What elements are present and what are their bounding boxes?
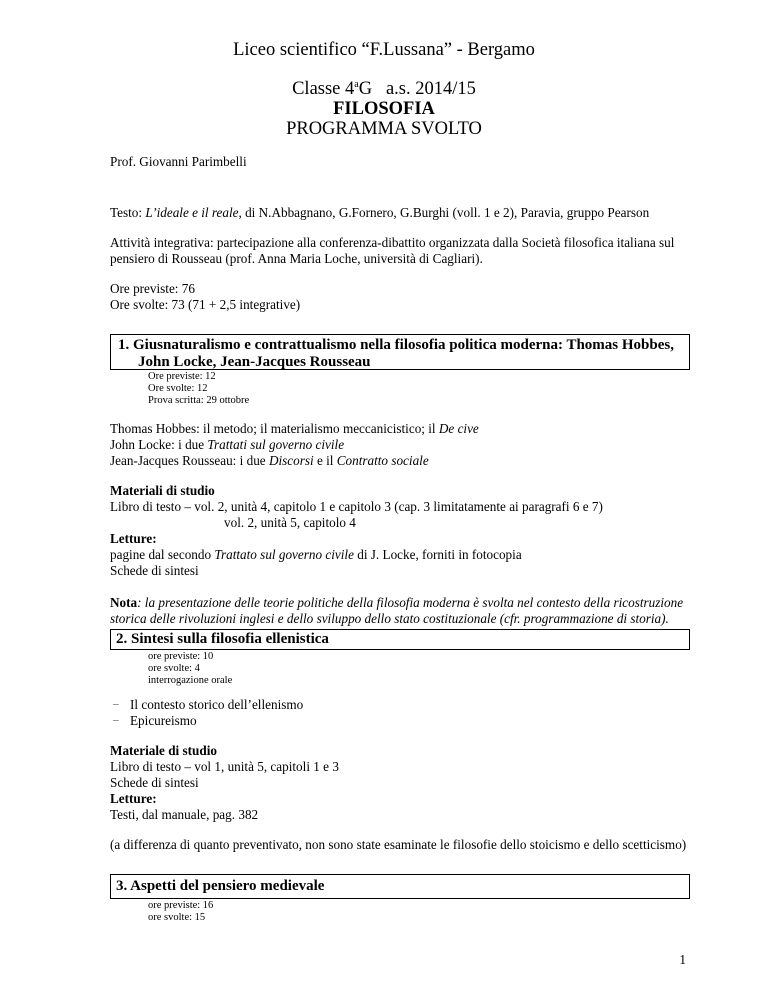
note-label: Nota — [110, 595, 138, 610]
school-title: Liceo scientifico “F.Lussana” - Bergamo — [233, 40, 535, 60]
readings-work: Trattato sul governo civile — [214, 547, 354, 562]
textbook-line — [110, 205, 649, 221]
section-1-meta-done: Ore svolte: 12 — [148, 383, 208, 394]
section-2-materials-heading: Materiale di studio — [110, 743, 217, 758]
rousseau-line — [110, 453, 429, 469]
hours-planned: Ore previste: 76 — [110, 281, 195, 296]
section-2-meta-planned: ore previste: 10 — [148, 651, 214, 662]
rousseau-work-2: Contratto sociale — [336, 453, 429, 468]
hobbes-line — [110, 421, 479, 437]
section-2-readings-line: Testi, dal manuale, pag. 382 — [110, 807, 259, 822]
readings-prefix: pagine dal secondo — [110, 547, 215, 562]
program-title: PROGRAMMA SVOLTO — [286, 119, 482, 139]
note-text-1: : la presentazione delle teorie politiche della filosofia moderna è svolta nel contesto della ricostruzione — [137, 595, 684, 610]
section-1-note-line-1 — [110, 595, 683, 611]
section-2-note: (a differenza di quanto preventivato, non sono state esaminate le filosofie dello stoicismo e dello scetticismo) — [110, 837, 687, 852]
textbook-label: Testo: — [110, 205, 146, 220]
bullet-text: Il contesto storico dell’ellenismo — [130, 697, 304, 712]
section-2-summaries: Schede di sintesi — [110, 775, 199, 790]
class-prefix: Classe 4 — [292, 79, 355, 100]
section-3-meta-planned: ore previste: 16 — [148, 900, 214, 911]
section-1-materials-heading: Materiali di studio — [110, 483, 215, 498]
section-1-readings-heading: Letture: — [110, 531, 157, 546]
locke-work: Trattati sul governo civile — [207, 437, 345, 452]
section-2-materials-line: Libro di testo – vol 1, unità 5, capitoli 1 e 3 — [110, 759, 339, 774]
section-1-meta-exam: Prova scritta: 29 ottobre — [148, 395, 250, 406]
section-3-meta-done: ore svolte: 15 — [148, 912, 206, 923]
section-1-title-line-2: John Locke, Jean-Jacques Rousseau — [138, 354, 371, 370]
section-1-meta — [148, 371, 249, 407]
subject-title: FILOSOFIA — [333, 99, 435, 119]
section-2-bullet-2 — [113, 713, 313, 729]
activity-line-1: Attività integrativa: partecipazione alla conferenza-dibattito organizzata dalla Società filosofica italiana sul — [110, 235, 675, 250]
section-1-title-line-1: 1. Giusnaturalismo e contrattualismo nella filosofia politica moderna: Thomas Hobbes, — [118, 337, 674, 353]
section-3-meta — [148, 900, 213, 924]
hobbes-text: Thomas Hobbes: il metodo; il materialismo meccanicistico; il — [110, 421, 439, 436]
locke-text: John Locke: i due — [110, 437, 208, 452]
class-superscript: a — [354, 79, 359, 90]
section-1-materials-line-2: vol. 2, unità 5, capitolo 4 — [224, 515, 356, 530]
section-2-meta-done: ore svolte: 4 — [148, 663, 200, 674]
readings-suffix: di J. Locke, forniti in fotocopia — [353, 547, 522, 562]
teacher-name: Prof. Giovanni Parimbelli — [110, 154, 247, 169]
section-2-bullet-1 — [113, 697, 313, 713]
section-2-meta-exam: interrogazione orale — [148, 675, 233, 686]
rousseau-conj: e il — [313, 453, 337, 468]
hobbes-work: De cive — [438, 421, 479, 436]
section-1-meta-planned: Ore previste: 12 — [148, 371, 216, 382]
bullet-dash-icon: – — [113, 714, 119, 726]
bullet-dash-icon: – — [113, 698, 119, 710]
class-year — [0, 79, 768, 100]
section-1-summaries: Schede di sintesi — [110, 563, 199, 578]
locke-line — [110, 437, 344, 453]
section-2-readings-heading: Letture: — [110, 791, 157, 806]
page-number: 1 — [679, 952, 686, 967]
activity-line-2: pensiero di Rousseau (prof. Anna Maria Loche, università di Cagliari). — [110, 251, 483, 266]
rousseau-work-1: Discorsi — [268, 453, 314, 468]
section-3-title: 3. Aspetti del pensiero medievale — [116, 878, 325, 894]
section-1-readings-line — [110, 547, 522, 563]
bullet-text: Epicureismo — [130, 713, 197, 728]
hours-done: Ore svolte: 73 (71 + 2,5 integrative) — [110, 297, 301, 312]
section-2-title: 2. Sintesi sulla filosofia ellenistica — [116, 631, 329, 647]
textbook-details: , di N.Abbagnano, G.Fornero, G.Burghi (voll. 1 e 2), Paravia, gruppo Pearson — [238, 205, 650, 220]
section-1-materials-line-1: Libro di testo – vol. 2, unità 4, capitolo 1 e capitolo 3 (cap. 3 limitatamente ai paragrafi 6 e 7) — [110, 499, 603, 514]
section-1-note-line-2: storica delle rivoluzioni inglesi e dello sviluppo dello stato costituzionale (cfr. programmazione di storia). — [110, 611, 669, 626]
rousseau-text: Jean-Jacques Rousseau: i due — [110, 453, 269, 468]
section-2-meta — [148, 651, 232, 687]
class-suffix: G a.s. 2014/15 — [358, 79, 476, 100]
textbook-title: L’ideale e il reale — [145, 205, 239, 220]
